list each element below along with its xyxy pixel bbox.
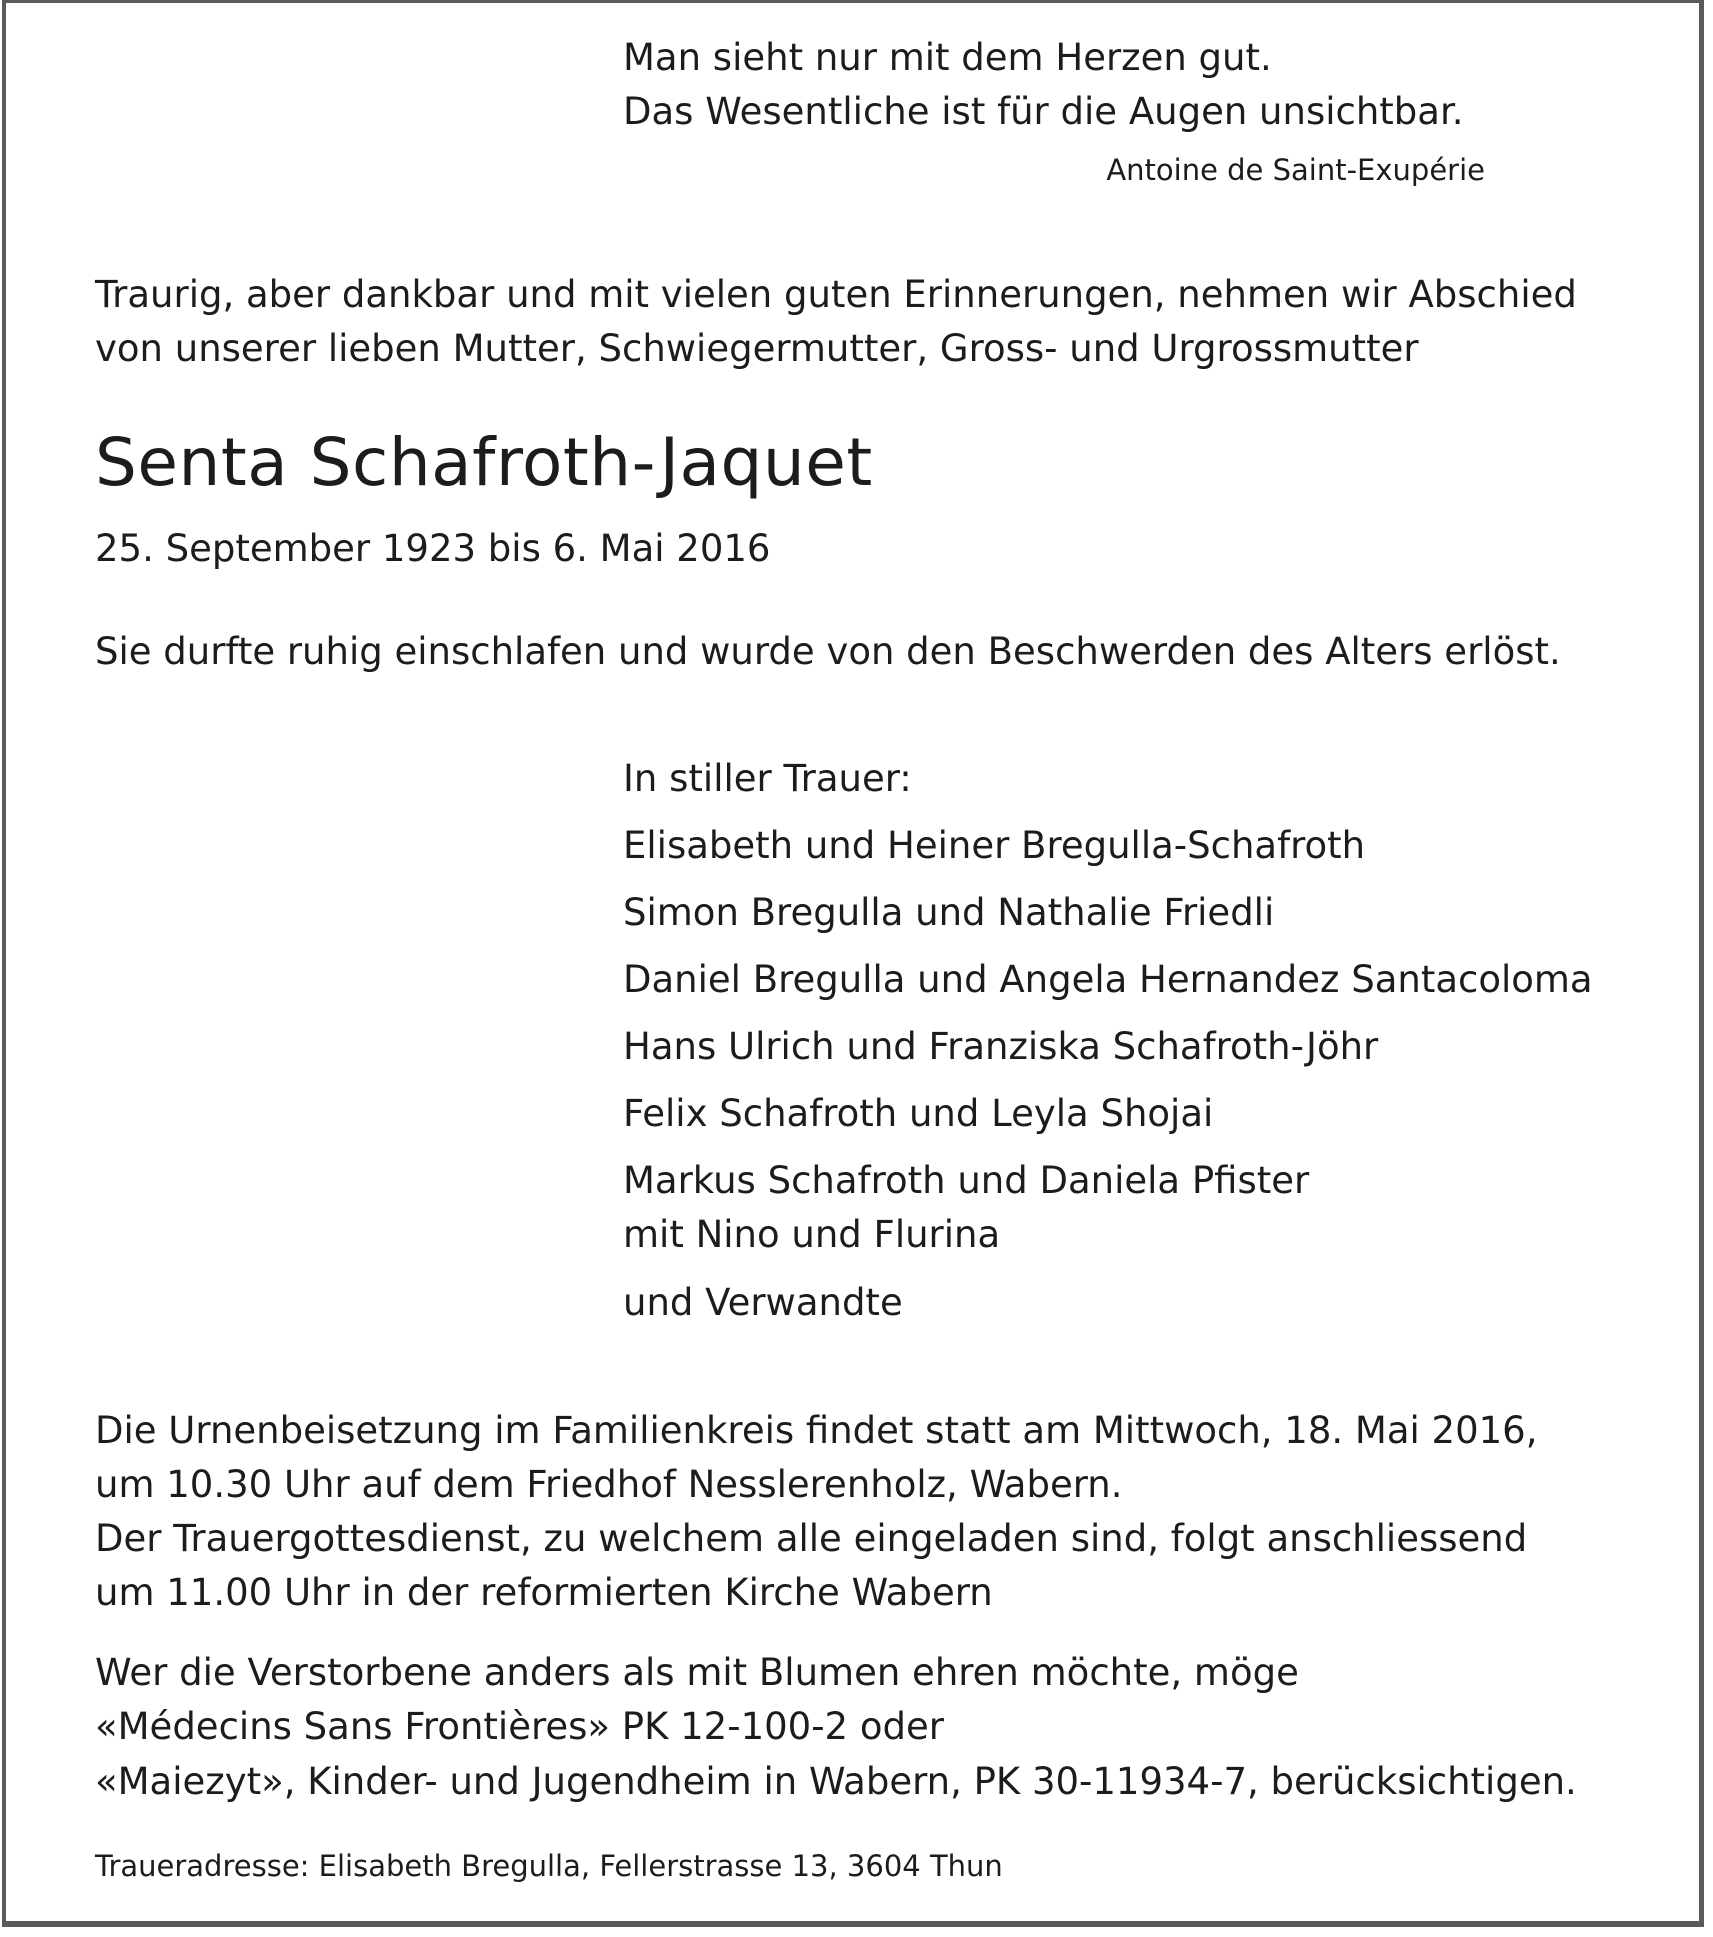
mourner-entry: mit Nino und Flurina — [623, 1213, 1001, 1256]
deceased-name: Senta Schafroth-Jaquet — [95, 424, 873, 501]
donation-line-2: «Médecins Sans Frontières» PK 12-100-2 oder — [95, 1705, 944, 1748]
intro-line-1: Traurig, aber dankbar und mit vielen guten Erinnerungen, nehmen wir Abschied — [95, 273, 1577, 316]
quote-author: Antoine de Saint-Exupérie — [1106, 153, 1485, 187]
ceremony-line-1: Die Urnenbeisetzung im Familienkreis findet statt am Mittwoch, 18. Mai 2016, — [95, 1409, 1538, 1452]
mourning-address: Traueradresse: Elisabeth Bregulla, Fellerstrasse 13, 3604 Thun — [95, 1849, 1003, 1883]
intro-line-2: von unserer lieben Mutter, Schwiegermutter, Gross- und Urgrossmutter — [95, 327, 1419, 370]
mourner-entry: Elisabeth und Heiner Bregulla-Schafroth — [623, 824, 1366, 867]
mourner-entry: und Verwandte — [623, 1281, 903, 1324]
mourner-entry: Markus Schafroth und Daniela Pfister — [623, 1159, 1310, 1202]
ceremony-line-3: Der Trauergottesdienst, zu welchem alle eingeladen sind, folgt anschliessend — [95, 1517, 1528, 1560]
ceremony-line-2: um 10.30 Uhr auf dem Friedhof Nesslerenholz, Wabern. — [95, 1463, 1123, 1506]
donation-line-3: «Maiezyt», Kinder- und Jugendheim in Wabern, PK 30-11934-7, berücksichtigen. — [95, 1760, 1577, 1803]
mourner-entry: Felix Schafroth und Leyla Shojai — [623, 1092, 1214, 1135]
quote-line-2: Das Wesentliche ist für die Augen unsichtbar. — [623, 90, 1464, 133]
mourner-entry: Simon Bregulla und Nathalie Friedli — [623, 891, 1275, 934]
ceremony-line-4: um 11.00 Uhr in der reformierten Kirche Wabern — [95, 1571, 993, 1614]
deceased-dates: 25. September 1923 bis 6. Mai 2016 — [95, 527, 771, 570]
mourner-entry: Hans Ulrich und Franziska Schafroth-Jöhr — [623, 1025, 1379, 1068]
statement-text: Sie durfte ruhig einschlafen und wurde von den Beschwerden des Alters erlöst. — [95, 630, 1561, 673]
quote-line-1: Man sieht nur mit dem Herzen gut. — [623, 36, 1272, 79]
mourner-entry: Daniel Bregulla und Angela Hernandez Santacoloma — [623, 958, 1593, 1001]
donation-line-1: Wer die Verstorbene anders als mit Blumen ehren möchte, möge — [95, 1651, 1299, 1694]
mourners-heading: In stiller Trauer: — [623, 757, 912, 800]
